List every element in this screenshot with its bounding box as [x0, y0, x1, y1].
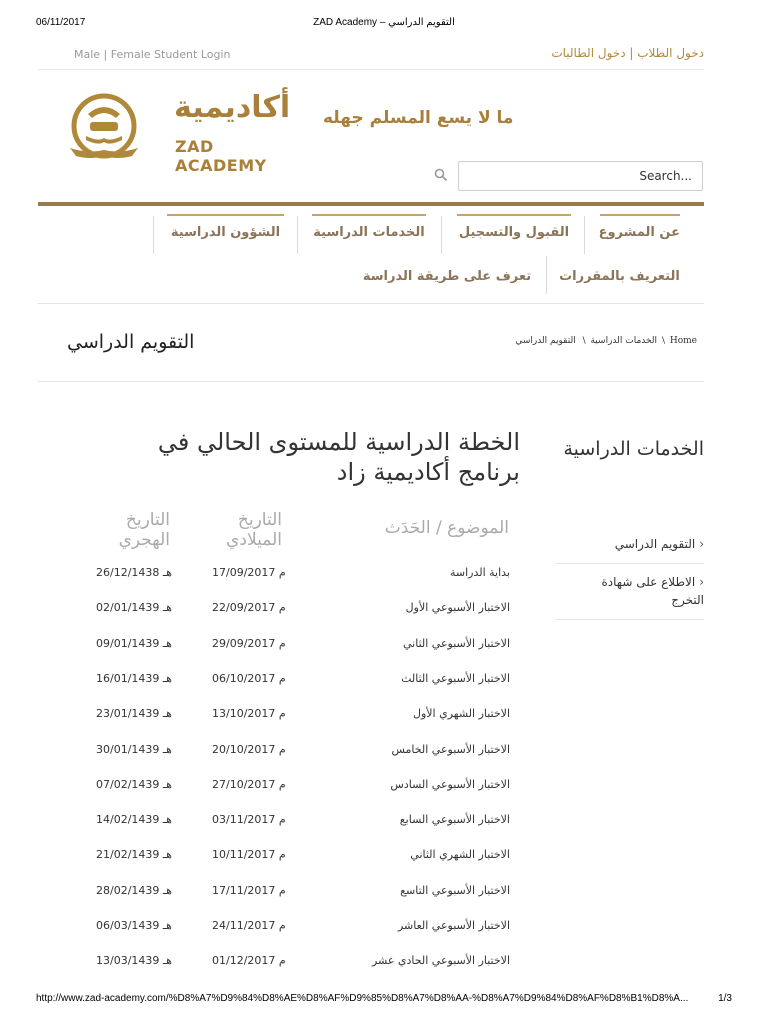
- hijri-suffix: هـ: [162, 566, 172, 579]
- nav-item-label: القبول والتسجيل: [458, 225, 570, 240]
- hijri-value: 16/01/1439: [96, 672, 160, 685]
- column-header-hijri: التاريخ الهجري: [118, 510, 170, 550]
- breadcrumb-separator: \: [582, 336, 586, 346]
- gregorian-date-cell: [212, 778, 286, 791]
- title-bottom-divider: [38, 381, 704, 382]
- table-row: [90, 919, 510, 939]
- top-links-bar: [38, 40, 704, 70]
- gregorian-value: 13/10/2017: [212, 707, 276, 720]
- site-logo[interactable]: [68, 90, 302, 175]
- hijri-suffix: هـ: [162, 813, 172, 826]
- event-cell: الاختبار الأسبوعي الأول: [405, 601, 510, 614]
- footer-page-number: 1/3: [718, 993, 732, 1004]
- gregorian-suffix: م: [278, 743, 286, 756]
- hijri-suffix: هـ: [162, 848, 172, 861]
- gregorian-suffix: م: [278, 954, 286, 967]
- hijri-value: 07/02/1439: [96, 778, 160, 791]
- site-tagline: ما لا يسع المسلم جهله: [323, 108, 514, 128]
- sidebar-title: الخدمات الدراسية: [563, 438, 704, 460]
- nav-item-academic-affairs[interactable]: [167, 214, 284, 256]
- event-cell: الاختبار الشهري الأول: [412, 707, 510, 720]
- gregorian-suffix: م: [278, 601, 286, 614]
- nav-item-label: تعرف على طريقة الدراسة: [362, 269, 532, 284]
- gregorian-value: 06/10/2017: [212, 672, 276, 685]
- arabic-login-link[interactable]: دخول الطلاب | دخول الطالبات: [551, 46, 704, 60]
- table-row: [90, 566, 510, 586]
- breadcrumb-services[interactable]: الخدمات الدراسية: [590, 336, 658, 346]
- chevron-left-icon: ‹: [699, 537, 704, 551]
- gregorian-suffix: م: [278, 778, 286, 791]
- hijri-suffix: هـ: [162, 707, 172, 720]
- nav-item-courses[interactable]: [559, 258, 680, 300]
- gregorian-value: 27/10/2017: [212, 778, 276, 791]
- gregorian-date-cell: [212, 848, 286, 861]
- gregorian-date-cell: [212, 919, 286, 932]
- event-cell: الاختبار الأسبوعي الخامس: [391, 743, 510, 756]
- event-cell: الاختبار الأسبوعي الثالث: [401, 672, 510, 685]
- hijri-value: 21/02/1439: [96, 848, 160, 861]
- gregorian-suffix: م: [278, 637, 286, 650]
- gregorian-date-cell: [212, 884, 286, 897]
- hijri-value: 14/02/1439: [96, 813, 160, 826]
- hijri-date-cell: [96, 707, 172, 720]
- event-cell: بداية الدراسة: [449, 566, 510, 579]
- hijri-date-cell: [96, 743, 172, 756]
- nav-divider: [584, 216, 585, 254]
- gregorian-date-cell: [212, 601, 286, 614]
- sidebar-link-label: الاطلاع على شهادة التخرج: [601, 575, 704, 607]
- hijri-suffix: هـ: [162, 601, 172, 614]
- print-date: 06/11/2017: [36, 17, 86, 28]
- nav-item-label: الخدمات الدراسية: [313, 225, 425, 240]
- table-row: [90, 813, 510, 833]
- column-header-gregorian: التاريخ الميلادي: [226, 510, 282, 550]
- table-row: [90, 637, 510, 657]
- hijri-date-cell: [96, 884, 172, 897]
- event-cell: الاختبار الأسبوعي التاسع: [400, 884, 510, 897]
- page-title: التقويم الدراسي: [67, 331, 195, 353]
- nav-divider: [297, 216, 298, 254]
- sidebar-link-calendar[interactable]: [555, 535, 704, 564]
- table-row: [90, 743, 510, 763]
- english-login-link[interactable]: Male | Female Student Login: [74, 48, 231, 61]
- nav-item-label: الشؤون الدراسية: [170, 225, 281, 240]
- gregorian-value: 22/09/2017: [212, 601, 276, 614]
- event-cell: الاختبار الأسبوعي السابع: [399, 813, 510, 826]
- sidebar-link-label: التقويم الدراسي: [614, 537, 696, 551]
- nav-item-label: التعريف بالمقررات: [559, 269, 680, 284]
- hijri-suffix: هـ: [162, 672, 172, 685]
- table-row: [90, 707, 510, 727]
- gregorian-value: 01/12/2017: [212, 954, 276, 967]
- table-row: [90, 778, 510, 798]
- nav-divider: [441, 216, 442, 254]
- gregorian-value: 03/11/2017: [212, 813, 276, 826]
- table-row: [90, 954, 510, 974]
- gregorian-value: 17/11/2017: [212, 884, 276, 897]
- gregorian-value: 24/11/2017: [212, 919, 276, 932]
- gregorian-suffix: م: [278, 566, 286, 579]
- hijri-date-cell: [96, 813, 172, 826]
- gregorian-suffix: م: [278, 884, 286, 897]
- gregorian-suffix: م: [278, 813, 286, 826]
- event-cell: الاختبار الأسبوعي السادس: [390, 778, 510, 791]
- hijri-suffix: هـ: [162, 743, 172, 756]
- hijri-date-cell: [96, 778, 172, 791]
- search-icon[interactable]: [434, 168, 448, 182]
- hijri-suffix: هـ: [162, 637, 172, 650]
- nav-bottom-divider: [38, 303, 704, 304]
- hijri-value: 13/03/1439: [96, 954, 160, 967]
- hijri-suffix: هـ: [162, 884, 172, 897]
- hijri-value: 06/03/1439: [96, 919, 160, 932]
- gregorian-date-cell: [212, 813, 286, 826]
- logo-text-english: ZAD ACADEMY: [175, 137, 267, 175]
- print-title: ZAD Academy – التقويم الدراسي: [313, 17, 455, 28]
- hijri-value: 30/01/1439: [96, 743, 160, 756]
- gregorian-value: 20/10/2017: [212, 743, 276, 756]
- nav-item-label: عن المشروع: [598, 225, 680, 240]
- gregorian-date-cell: [212, 743, 286, 756]
- table-row: [90, 601, 510, 621]
- breadcrumb-separator: \: [661, 336, 665, 346]
- hijri-suffix: هـ: [162, 954, 172, 967]
- nav-divider: [153, 216, 154, 254]
- hijri-value: 02/01/1439: [96, 601, 160, 614]
- main-heading: الخطة الدراسية للمستوى الحالي في برنامج أكاديمية زاد: [157, 428, 520, 486]
- footer-url: http://www.zad-academy.com/%D8%A7%D9%84%D8%AE%D8%AF%D9%85%D8%A7%D8%AA-%D8%A7%D9%84%D8%AF%D8%B1%D8%A...: [36, 993, 689, 1004]
- chevron-left-icon: ‹: [699, 575, 704, 589]
- hijri-date-cell: [96, 919, 172, 932]
- nav-item-admission[interactable]: [457, 214, 571, 256]
- gregorian-suffix: م: [278, 707, 286, 720]
- gregorian-date-cell: [212, 672, 286, 685]
- hijri-date-cell: [96, 566, 172, 579]
- hijri-value: 09/01/1439: [96, 637, 160, 650]
- print-header: [0, 0, 768, 38]
- logo-emblem-icon: [68, 92, 140, 168]
- event-cell: الاختبار الأسبوعي الثاني: [402, 637, 510, 650]
- gregorian-date-cell: [212, 566, 286, 579]
- nav-item-about[interactable]: [600, 214, 680, 256]
- nav-item-study-method[interactable]: [362, 258, 532, 300]
- search-input[interactable]: Search...: [458, 161, 703, 191]
- gregorian-suffix: م: [278, 848, 286, 861]
- logo-text-arabic: أكاديمية: [174, 90, 291, 125]
- breadcrumb-home[interactable]: Home: [669, 336, 697, 346]
- table-row: [90, 672, 510, 692]
- hijri-date-cell: [96, 848, 172, 861]
- gregorian-suffix: م: [278, 672, 286, 685]
- nav-item-academic-services[interactable]: [312, 214, 426, 256]
- breadcrumb-current: التقويم الدراسي: [515, 336, 576, 346]
- gregorian-date-cell: [212, 707, 286, 720]
- hijri-value: 23/01/1439: [96, 707, 160, 720]
- column-header-event: الموضوع / الحَدَث: [384, 518, 509, 538]
- table-row: [90, 884, 510, 904]
- hijri-date-cell: [96, 601, 172, 614]
- hijri-value: 26/12/1438: [96, 566, 160, 579]
- table-row: [90, 848, 510, 868]
- gregorian-value: 10/11/2017: [212, 848, 276, 861]
- hijri-suffix: هـ: [162, 919, 172, 932]
- event-cell: الاختبار الشهري الثاني: [410, 848, 510, 861]
- hijri-suffix: هـ: [162, 778, 172, 791]
- breadcrumb: [513, 336, 697, 346]
- hijri-date-cell: [96, 637, 172, 650]
- gregorian-date-cell: [212, 637, 286, 650]
- header-divider: [38, 202, 704, 206]
- nav-divider: [546, 256, 547, 294]
- gregorian-suffix: م: [278, 919, 286, 932]
- gregorian-value: 17/09/2017: [212, 566, 276, 579]
- event-cell: الاختبار الأسبوعي الحادي عشر: [371, 954, 510, 967]
- hijri-date-cell: [96, 672, 172, 685]
- gregorian-date-cell: [212, 954, 286, 967]
- sidebar-link-certificate[interactable]: [555, 573, 704, 620]
- event-cell: الاختبار الأسبوعي العاشر: [397, 919, 510, 932]
- hijri-date-cell: [96, 954, 172, 967]
- hijri-value: 28/02/1439: [96, 884, 160, 897]
- gregorian-value: 29/09/2017: [212, 637, 276, 650]
